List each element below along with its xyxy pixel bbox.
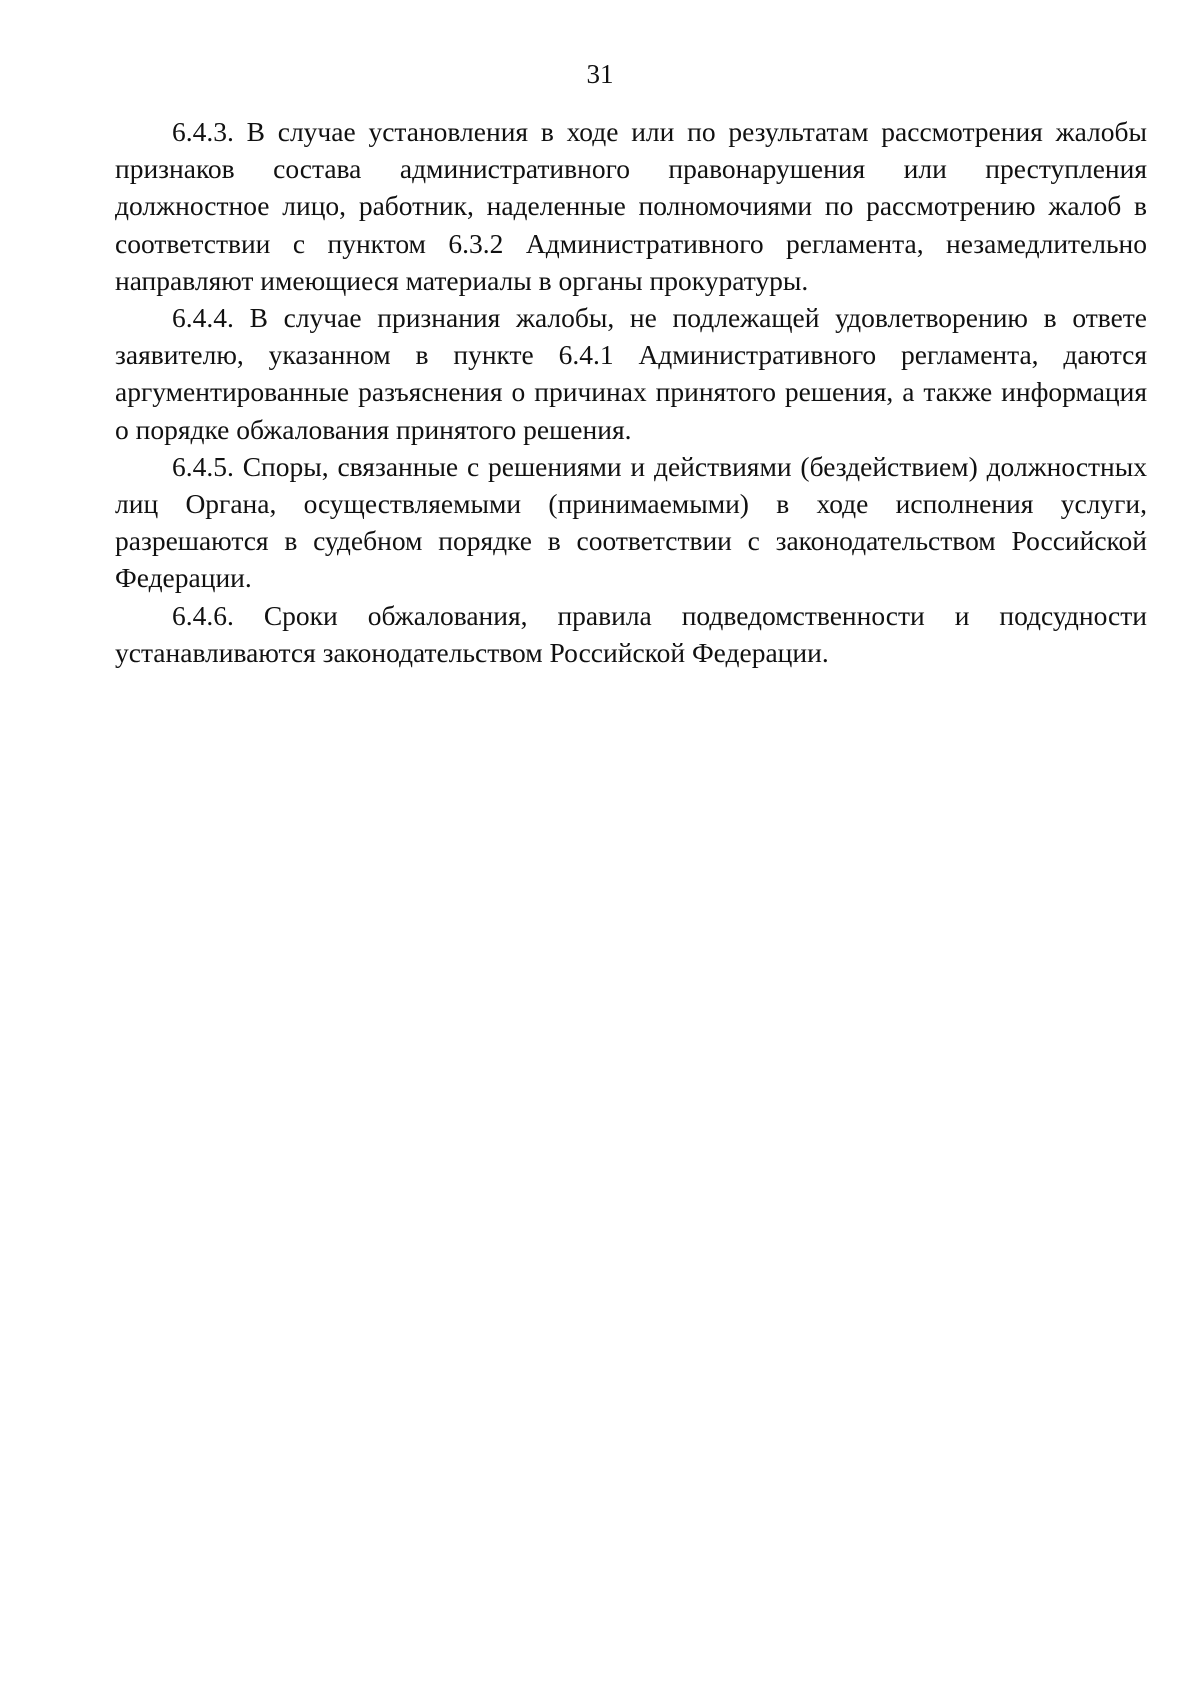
- paragraph-6-4-6: 6.4.6. Сроки обжалования, правила подведомственности и подсудности устанавливаются законодательством Российской Федерации.: [115, 599, 1147, 668]
- paragraph-6-4-4: 6.4.4. В случае признания жалобы, не подлежащей удовлетворению в ответе заявителю, указанном в пункте 6.4.1 Административного регламента, даются аргументированные разъяснения о причинах принятого решения, а также информация о порядке обжалования принятого решения.: [115, 302, 1147, 445]
- paragraph-6-4-5: 6.4.5. Споры, связанные с решениями и действиями (бездействием) должностных лиц Органа, осуществляемыми (принимаемыми) в ходе исполнения услуги, разрешаются в судебном порядке в соответствии с законодательством Российской Федерации.: [115, 450, 1147, 594]
- paragraph-6-4-3: 6.4.3. В случае установления в ходе или по результатам рассмотрения жалобы признаков состава административного правонарушения или преступления должностное лицо, работник, наделенные полномочиями по рассмотрению жалоб в соответствии с пунктом 6.3.2 Административного регламента, незамедлительно направляют имеющиеся материалы в органы прокуратуры.: [115, 116, 1147, 296]
- document-body: [115, 113, 1147, 671]
- page-number: 31: [586, 59, 614, 89]
